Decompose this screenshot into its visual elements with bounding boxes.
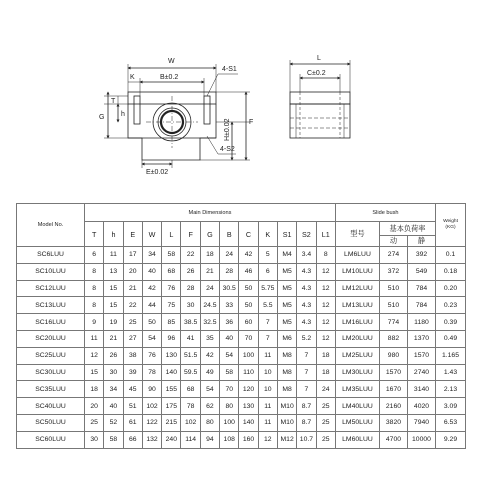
dimension-cell: 175 — [162, 398, 181, 415]
dimension-cell: 70 — [239, 330, 258, 347]
dimension-cell: 12 — [85, 347, 104, 364]
dimension-cell: 42 — [200, 347, 219, 364]
dynamic-load-cell: 2160 — [379, 398, 407, 415]
dimension-cell: M5 — [277, 314, 296, 331]
dimension-cell: 42 — [142, 280, 161, 297]
dimension-cell: 20 — [123, 263, 142, 280]
dimension-cell: 4.3 — [297, 280, 316, 297]
dimension-cell: 68 — [181, 381, 200, 398]
dimension-cell: M4 — [277, 247, 296, 264]
dimension-cell: 34 — [142, 247, 161, 264]
dimension-cell: 54 — [220, 347, 239, 364]
dimension-cell: 18 — [85, 381, 104, 398]
dimension-cell: 140 — [239, 414, 258, 431]
col-header-w: W — [142, 222, 161, 247]
dimension-cell: 160 — [239, 431, 258, 448]
dim-label-k: K — [130, 74, 135, 81]
dimension-cell: 58 — [220, 364, 239, 381]
dimension-cell: 130 — [162, 347, 181, 364]
dimension-cell: 54 — [142, 330, 161, 347]
weight-cell: 0.20 — [436, 280, 466, 297]
col-header-s1: S1 — [277, 222, 296, 247]
table-row — [17, 381, 466, 398]
dimension-cell: 51 — [123, 398, 142, 415]
slide-bush-cell: LM20LUU — [335, 330, 379, 347]
dimension-cell: 50 — [239, 280, 258, 297]
col-header-l: L — [162, 222, 181, 247]
dimension-cell: M6 — [277, 330, 296, 347]
static-load-cell: 784 — [407, 280, 435, 297]
dynamic-load-cell: 774 — [379, 314, 407, 331]
front-view — [128, 92, 216, 160]
dimension-cell: 30 — [85, 431, 104, 448]
dimension-cell: 61 — [123, 414, 142, 431]
dim-label-b: B±0.2 — [160, 74, 179, 81]
table-row — [17, 297, 466, 314]
dim-label-f: F — [249, 119, 254, 126]
dimension-cell: 20 — [85, 398, 104, 415]
dimension-cell: 22 — [181, 247, 200, 264]
weight-cell: 6.53 — [436, 414, 466, 431]
dimension-cell: 40 — [220, 330, 239, 347]
dimension-cell: 12 — [316, 314, 335, 331]
dimension-cell: 25 — [316, 431, 335, 448]
dimension-cell: M5 — [277, 280, 296, 297]
dimension-cell: 90 — [142, 381, 161, 398]
static-load-cell: 1570 — [407, 347, 435, 364]
dimension-cell: 5.5 — [258, 297, 277, 314]
dimension-cell: 46 — [239, 263, 258, 280]
dimension-cell: 10.7 — [297, 431, 316, 448]
dynamic-load-cell: 1570 — [379, 364, 407, 381]
dimension-cell: M5 — [277, 263, 296, 280]
dimension-cell: 36 — [220, 314, 239, 331]
dimension-cell: 85 — [162, 314, 181, 331]
slide-bush-cell: LM40LUU — [335, 398, 379, 415]
dimension-cell: 102 — [142, 398, 161, 415]
dimension-cell: 70 — [220, 381, 239, 398]
slide-bush-cell: LM6LUU — [335, 247, 379, 264]
model-header: Model No. — [17, 204, 85, 247]
col-header-e: E — [123, 222, 142, 247]
dynamic-load-cell: 882 — [379, 330, 407, 347]
weight-unit: (KG) — [445, 225, 456, 230]
weight-header — [436, 204, 466, 247]
dimension-cell: 11 — [85, 330, 104, 347]
dim-label-h-small: h — [121, 111, 125, 118]
col-header-static: 静 — [407, 236, 435, 247]
dimension-cell: 15 — [104, 297, 123, 314]
weight-cell: 1.43 — [436, 364, 466, 381]
dimension-cell: 5.75 — [258, 280, 277, 297]
dimension-cell: M8 — [277, 381, 296, 398]
dim-label-e: E±0.02 — [146, 169, 169, 176]
dimension-cell: 8 — [85, 263, 104, 280]
dimension-cell: 102 — [181, 414, 200, 431]
dynamic-load-cell: 372 — [379, 263, 407, 280]
dim-label-w: W — [168, 58, 175, 65]
dimension-cell: 58 — [104, 431, 123, 448]
dimension-cell: 110 — [239, 364, 258, 381]
dimension-cell: 7 — [297, 364, 316, 381]
weight-cell: 1.165 — [436, 347, 466, 364]
dimension-cell: 80 — [200, 414, 219, 431]
dimension-cell: 13 — [104, 263, 123, 280]
dimension-cell: 11 — [258, 347, 277, 364]
dimension-cell: 21 — [104, 330, 123, 347]
dimension-cell: 114 — [181, 431, 200, 448]
dimension-cell: 75 — [162, 297, 181, 314]
dim-label-g: G — [99, 114, 105, 121]
dimension-cell: 8.7 — [297, 398, 316, 415]
dimension-cell: 9 — [85, 314, 104, 331]
model-cell: SC50LUU — [17, 414, 85, 431]
dimension-cell: M10 — [277, 414, 296, 431]
dimension-cell: 10 — [258, 364, 277, 381]
dimension-cell: 49 — [200, 364, 219, 381]
dimension-cell: 66 — [123, 431, 142, 448]
model-cell: SC60LUU — [17, 431, 85, 448]
dynamic-load-cell: 510 — [379, 297, 407, 314]
model-cell: SC40LUU — [17, 398, 85, 415]
static-load-cell: 784 — [407, 297, 435, 314]
dimension-cell: 25 — [316, 414, 335, 431]
dimension-cell: 34 — [104, 381, 123, 398]
dimension-cell: 25 — [85, 414, 104, 431]
slide-bush-cell: LM30LUU — [335, 364, 379, 381]
col-header-b: B — [220, 222, 239, 247]
technical-drawing — [0, 0, 480, 200]
table-row — [17, 347, 466, 364]
model-cell: SC20LUU — [17, 330, 85, 347]
dimension-cell: 40 — [142, 263, 161, 280]
dimension-cell: 59.5 — [181, 364, 200, 381]
table-row — [17, 414, 466, 431]
dimension-cell: 122 — [142, 414, 161, 431]
dimension-cell: 6 — [85, 247, 104, 264]
dimension-cell: 30.5 — [220, 280, 239, 297]
dimension-cell: 76 — [162, 280, 181, 297]
dimension-cell: 58 — [162, 247, 181, 264]
dim-label-s1: 4-S1 — [222, 66, 237, 73]
dimension-cell: 100 — [220, 414, 239, 431]
dimension-cell: 11 — [258, 414, 277, 431]
dimension-cell: 10 — [258, 381, 277, 398]
dimension-cell: M12 — [277, 431, 296, 448]
dimension-cell: 80 — [220, 398, 239, 415]
dimension-cell: 11 — [258, 398, 277, 415]
dimension-cell: 215 — [162, 414, 181, 431]
static-load-cell: 7940 — [407, 414, 435, 431]
table-row — [17, 364, 466, 381]
dimension-cell: 3.4 — [297, 247, 316, 264]
dimension-cell: 12 — [316, 263, 335, 280]
dimension-cell: 35 — [200, 330, 219, 347]
dimension-cell: 120 — [239, 381, 258, 398]
weight-cell: 0.18 — [436, 263, 466, 280]
dimension-cell: 42 — [239, 247, 258, 264]
dim-label-l: L — [317, 55, 321, 62]
slide-bush-header: Slide bush — [335, 204, 435, 222]
col-header-g: G — [200, 222, 219, 247]
dimension-cell: 4.3 — [297, 314, 316, 331]
static-load-cell: 392 — [407, 247, 435, 264]
dimension-cell: 12 — [258, 431, 277, 448]
weight-cell: 9.29 — [436, 431, 466, 448]
model-cell: SC12LUU — [17, 280, 85, 297]
dimension-cell: 96 — [162, 330, 181, 347]
slide-bush-cell: LM60LUU — [335, 431, 379, 448]
dimension-cell: 50 — [142, 314, 161, 331]
weight-label: Weight — [443, 219, 458, 224]
dimension-cell: 15 — [104, 280, 123, 297]
dimension-cell: 32.5 — [200, 314, 219, 331]
table-row — [17, 314, 466, 331]
dimension-cell: 40 — [104, 398, 123, 415]
slide-bush-cell: LM16LUU — [335, 314, 379, 331]
table-row — [17, 431, 466, 448]
dynamic-load-cell: 980 — [379, 347, 407, 364]
dimension-cell: 19 — [104, 314, 123, 331]
dimension-cell: 44 — [142, 297, 161, 314]
dimension-cell: 78 — [181, 398, 200, 415]
dimension-cell: 8 — [85, 297, 104, 314]
dimension-cell: 8 — [85, 280, 104, 297]
dimension-cell: 11 — [104, 247, 123, 264]
spec-table — [16, 203, 466, 449]
model-cell: SC6LUU — [17, 247, 85, 264]
dimension-cell: 108 — [220, 431, 239, 448]
table-row — [17, 247, 466, 264]
weight-cell: 2.13 — [436, 381, 466, 398]
slide-bush-cell: LM12LUU — [335, 280, 379, 297]
dimension-cell: 100 — [239, 347, 258, 364]
dimension-cell: 24 — [200, 280, 219, 297]
dynamic-load-cell: 1670 — [379, 381, 407, 398]
dimension-cell: 12 — [316, 330, 335, 347]
weight-cell: 0.39 — [436, 314, 466, 331]
dimension-cell: 7 — [297, 347, 316, 364]
dynamic-load-cell: 510 — [379, 280, 407, 297]
col-header-k: K — [258, 222, 277, 247]
col-header-dynamic: 动 — [379, 236, 407, 247]
dimension-cell: 240 — [162, 431, 181, 448]
dimension-cell: 30 — [104, 364, 123, 381]
model-cell: SC25LUU — [17, 347, 85, 364]
main-dimensions-header: Main Dimensions — [85, 204, 336, 222]
dimension-cell: 25 — [316, 398, 335, 415]
dimension-cell: 28 — [181, 280, 200, 297]
dimension-cell: 7 — [258, 314, 277, 331]
dimension-cell: 30 — [181, 297, 200, 314]
dimension-cell: 51.5 — [181, 347, 200, 364]
static-load-cell: 2740 — [407, 364, 435, 381]
model-cell: SC16LUU — [17, 314, 85, 331]
dimension-cell: 39 — [123, 364, 142, 381]
dimension-cell: 7 — [297, 381, 316, 398]
static-load-cell: 549 — [407, 263, 435, 280]
dimension-cell: 22 — [123, 297, 142, 314]
dim-label-s2: 4-S2 — [220, 146, 235, 153]
dimension-cell: 21 — [123, 280, 142, 297]
dimension-cell: 41 — [181, 330, 200, 347]
table-row — [17, 330, 466, 347]
slide-bush-cell: LM35LUU — [335, 381, 379, 398]
dimension-cell: 130 — [239, 398, 258, 415]
dimension-cell: 15 — [85, 364, 104, 381]
static-load-cell: 1180 — [407, 314, 435, 331]
weight-cell: 0.1 — [436, 247, 466, 264]
dimension-cell: 8 — [316, 247, 335, 264]
dimension-cell: 33 — [220, 297, 239, 314]
dimension-cell: 18 — [200, 247, 219, 264]
col-header-load-rating: 基本负荷率 — [379, 222, 435, 236]
table-row — [17, 263, 466, 280]
weight-cell: 3.09 — [436, 398, 466, 415]
dimension-cell: 18 — [316, 347, 335, 364]
dimension-cell: 4.3 — [297, 263, 316, 280]
dimension-cell: 25 — [123, 314, 142, 331]
table-row — [17, 280, 466, 297]
dynamic-load-cell: 274 — [379, 247, 407, 264]
model-cell: SC10LUU — [17, 263, 85, 280]
dimension-cell: 52 — [104, 414, 123, 431]
dimension-cell: 4.3 — [297, 297, 316, 314]
dimension-cell: 54 — [200, 381, 219, 398]
dimension-cell: M8 — [277, 364, 296, 381]
slide-bush-cell: LM50LUU — [335, 414, 379, 431]
dimension-cell: 24 — [220, 247, 239, 264]
col-header-f: F — [181, 222, 200, 247]
static-load-cell: 10000 — [407, 431, 435, 448]
dimension-cell: 6 — [258, 263, 277, 280]
dimension-cell: M10 — [277, 398, 296, 415]
dimension-cell: 45 — [123, 381, 142, 398]
dimension-cell: 132 — [142, 431, 161, 448]
dimension-cell: 24 — [316, 381, 335, 398]
dim-label-t: T — [111, 98, 116, 105]
slide-bush-cell: LM13LUU — [335, 297, 379, 314]
side-view — [290, 92, 350, 138]
dimension-cell: 38.5 — [181, 314, 200, 331]
col-header-l1: L1 — [316, 222, 335, 247]
dimension-cell: 5 — [258, 247, 277, 264]
col-header-h: h — [104, 222, 123, 247]
dimension-cell: 155 — [162, 381, 181, 398]
col-header-c: C — [239, 222, 258, 247]
dim-label-h: H±0.02 — [224, 118, 231, 141]
dimension-cell: 60 — [239, 314, 258, 331]
model-cell: SC13LUU — [17, 297, 85, 314]
slide-bush-cell: LM25LUU — [335, 347, 379, 364]
model-cell: SC35LUU — [17, 381, 85, 398]
dimension-cell: 8.7 — [297, 414, 316, 431]
dimension-cell: 38 — [123, 347, 142, 364]
dimension-cell: 17 — [123, 247, 142, 264]
dimension-cell: 76 — [142, 347, 161, 364]
dimension-cell: M5 — [277, 297, 296, 314]
dimension-cell: 26 — [104, 347, 123, 364]
dimension-cell: M8 — [277, 347, 296, 364]
dimension-cell: 5.2 — [297, 330, 316, 347]
model-cell: SC30LUU — [17, 364, 85, 381]
weight-cell: 0.23 — [436, 297, 466, 314]
slide-bush-cell: LM10LUU — [335, 263, 379, 280]
dimension-cell: 12 — [316, 297, 335, 314]
dimension-cell: 68 — [162, 263, 181, 280]
dimension-cell: 27 — [123, 330, 142, 347]
static-load-cell: 3140 — [407, 381, 435, 398]
dimension-cell: 21 — [200, 263, 219, 280]
dimension-cell: 50 — [239, 297, 258, 314]
static-load-cell: 1370 — [407, 330, 435, 347]
dynamic-load-cell: 4700 — [379, 431, 407, 448]
dynamic-load-cell: 3820 — [379, 414, 407, 431]
dimension-cell: 18 — [316, 364, 335, 381]
table-row — [17, 398, 466, 415]
spec-table-body — [17, 247, 466, 449]
dimension-cell: 62 — [200, 398, 219, 415]
col-header-s2: S2 — [297, 222, 316, 247]
dim-label-c: C±0.2 — [307, 70, 326, 77]
dimension-cell: 94 — [200, 431, 219, 448]
weight-cell: 0.49 — [436, 330, 466, 347]
col-header-t: T — [85, 222, 104, 247]
dimension-cell: 78 — [142, 364, 161, 381]
dimension-cell: 28 — [220, 263, 239, 280]
dimension-cell: 26 — [181, 263, 200, 280]
dimension-cell: 12 — [316, 280, 335, 297]
dimension-cell: 7 — [258, 330, 277, 347]
static-load-cell: 4020 — [407, 398, 435, 415]
dimension-cell: 140 — [162, 364, 181, 381]
col-header-type: 型号 — [335, 222, 379, 247]
dimension-cell: 24.5 — [200, 297, 219, 314]
